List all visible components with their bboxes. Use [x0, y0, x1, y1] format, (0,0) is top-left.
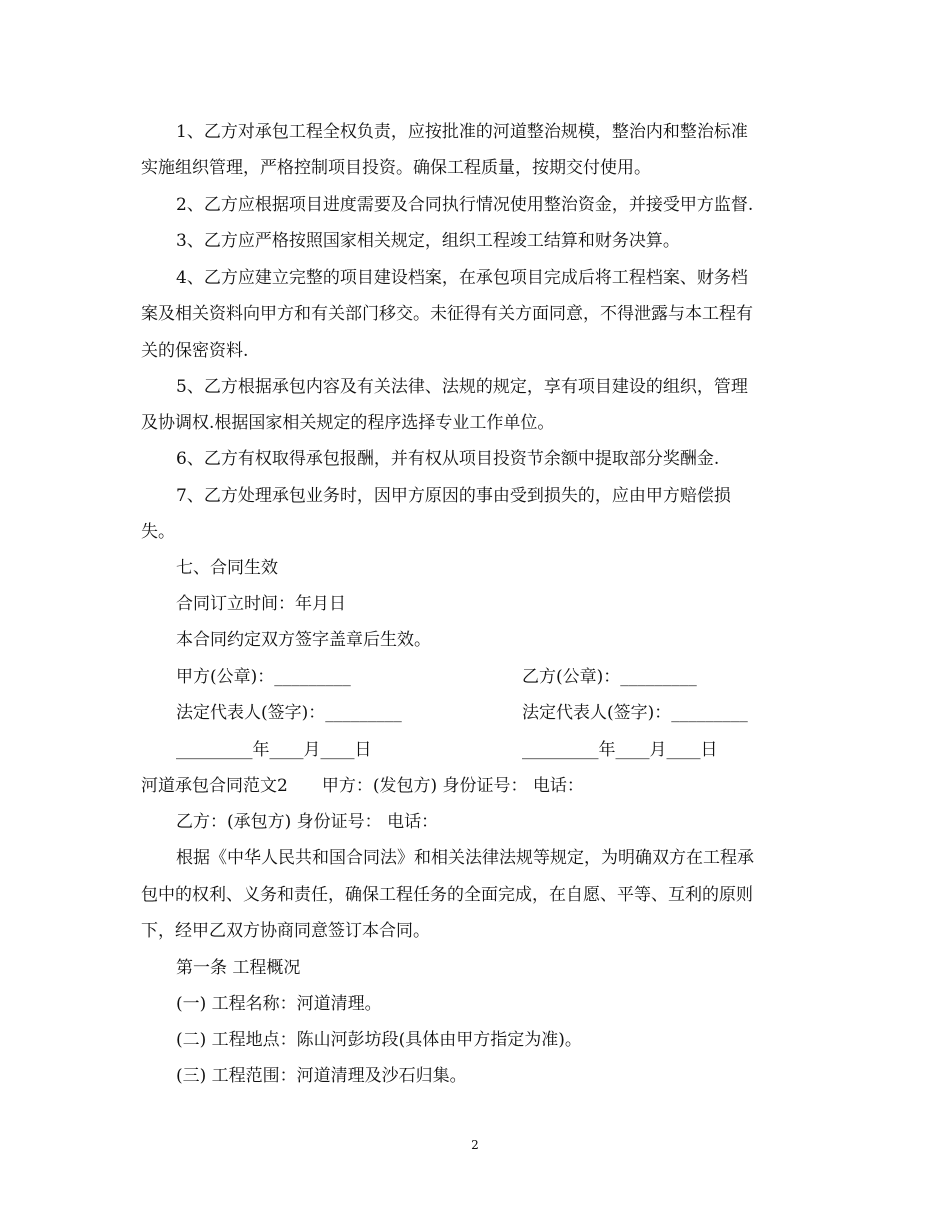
contract-2-heading: 河道承包合同范文2 甲方：(发包方) 身份证号： 电话： [141, 776, 584, 796]
clause-4-line-2: 案及相关资料向甲方和有关部门移交。未征得有关方面同意，不得泄露与本工程有 [141, 304, 753, 324]
preamble-line-2: 包中的权利、义务和责任，确保工程任务的全面完成，在自愿、平等、互利的原则 [141, 885, 753, 905]
signing-date-line: 合同订立时间：年月日 [176, 594, 346, 614]
clause-2: 2、乙方应根据项目进度需要及合同执行情况使用整治资金，并接受甲方监督. [176, 195, 754, 215]
party-b-seal: 乙方(公章)：_________ [522, 667, 697, 687]
clause-1-line-1: 1、乙方对承包工程全权负责，应按批准的河道整治规模，整治内和整治标准 [176, 122, 748, 142]
preamble-line-1: 根据《中华人民共和国合同法》和相关法律法规等规定，为明确双方在工程承 [176, 848, 754, 868]
clause-7-line-1: 7、乙方处理承包业务时，因甲方原因的事由受到损失的，应由甲方赔偿损 [176, 486, 731, 506]
clause-4-line-1: 4、乙方应建立完整的项目建设档案，在承包项目完成后将工程档案、财务档 [176, 268, 748, 288]
party-b-date: _________年____月____日 [522, 740, 718, 760]
section-heading: 七、合同生效 [176, 558, 278, 578]
clause-6: 6、乙方有权取得承包报酬，并有权从项目投资节余额中提取部分奖酬金. [176, 449, 720, 469]
page-number: 2 [471, 1138, 479, 1152]
effective-clause: 本合同约定双方签字盖章后生效。 [176, 630, 431, 650]
party-a-seal: 甲方(公章)：_________ [176, 667, 351, 687]
clause-5-line-1: 5、乙方根据承包内容及有关法律、法规的规定，享有项目建设的组织，管理 [176, 377, 748, 397]
party-b-info: 乙方：(承包方) 身份证号： 电话： [176, 812, 439, 832]
article-1-heading: 第一条 工程概况 [176, 958, 301, 978]
project-location: (二) 工程地点：陈山河彭坊段(具体由甲方指定为准)。 [176, 1030, 582, 1050]
clause-4-line-3: 关的保密资料. [141, 341, 249, 361]
clause-3: 3、乙方应严格按照国家相关规定，组织工程竣工结算和财务决算。 [176, 231, 680, 251]
party-b-representative: 法定代表人(签字)：_________ [522, 703, 748, 723]
clause-7-line-2: 失。 [141, 522, 175, 542]
clause-5-line-2: 及协调权.根据国家相关规定的程序选择专业工作单位。 [141, 413, 555, 433]
clause-1-line-2: 实施组织管理，严格控制项目投资。确保工程质量，按期交付使用。 [141, 158, 651, 178]
party-a-date: _________年____月____日 [176, 740, 372, 760]
preamble-line-3: 下，经甲乙双方协商同意签订本合同。 [141, 921, 430, 941]
project-scope: (三) 工程范围：河道清理及沙石归集。 [176, 1066, 467, 1086]
party-a-representative: 法定代表人(签字)：_________ [176, 703, 402, 723]
project-name: (一) 工程名称：河道清理。 [176, 994, 382, 1014]
